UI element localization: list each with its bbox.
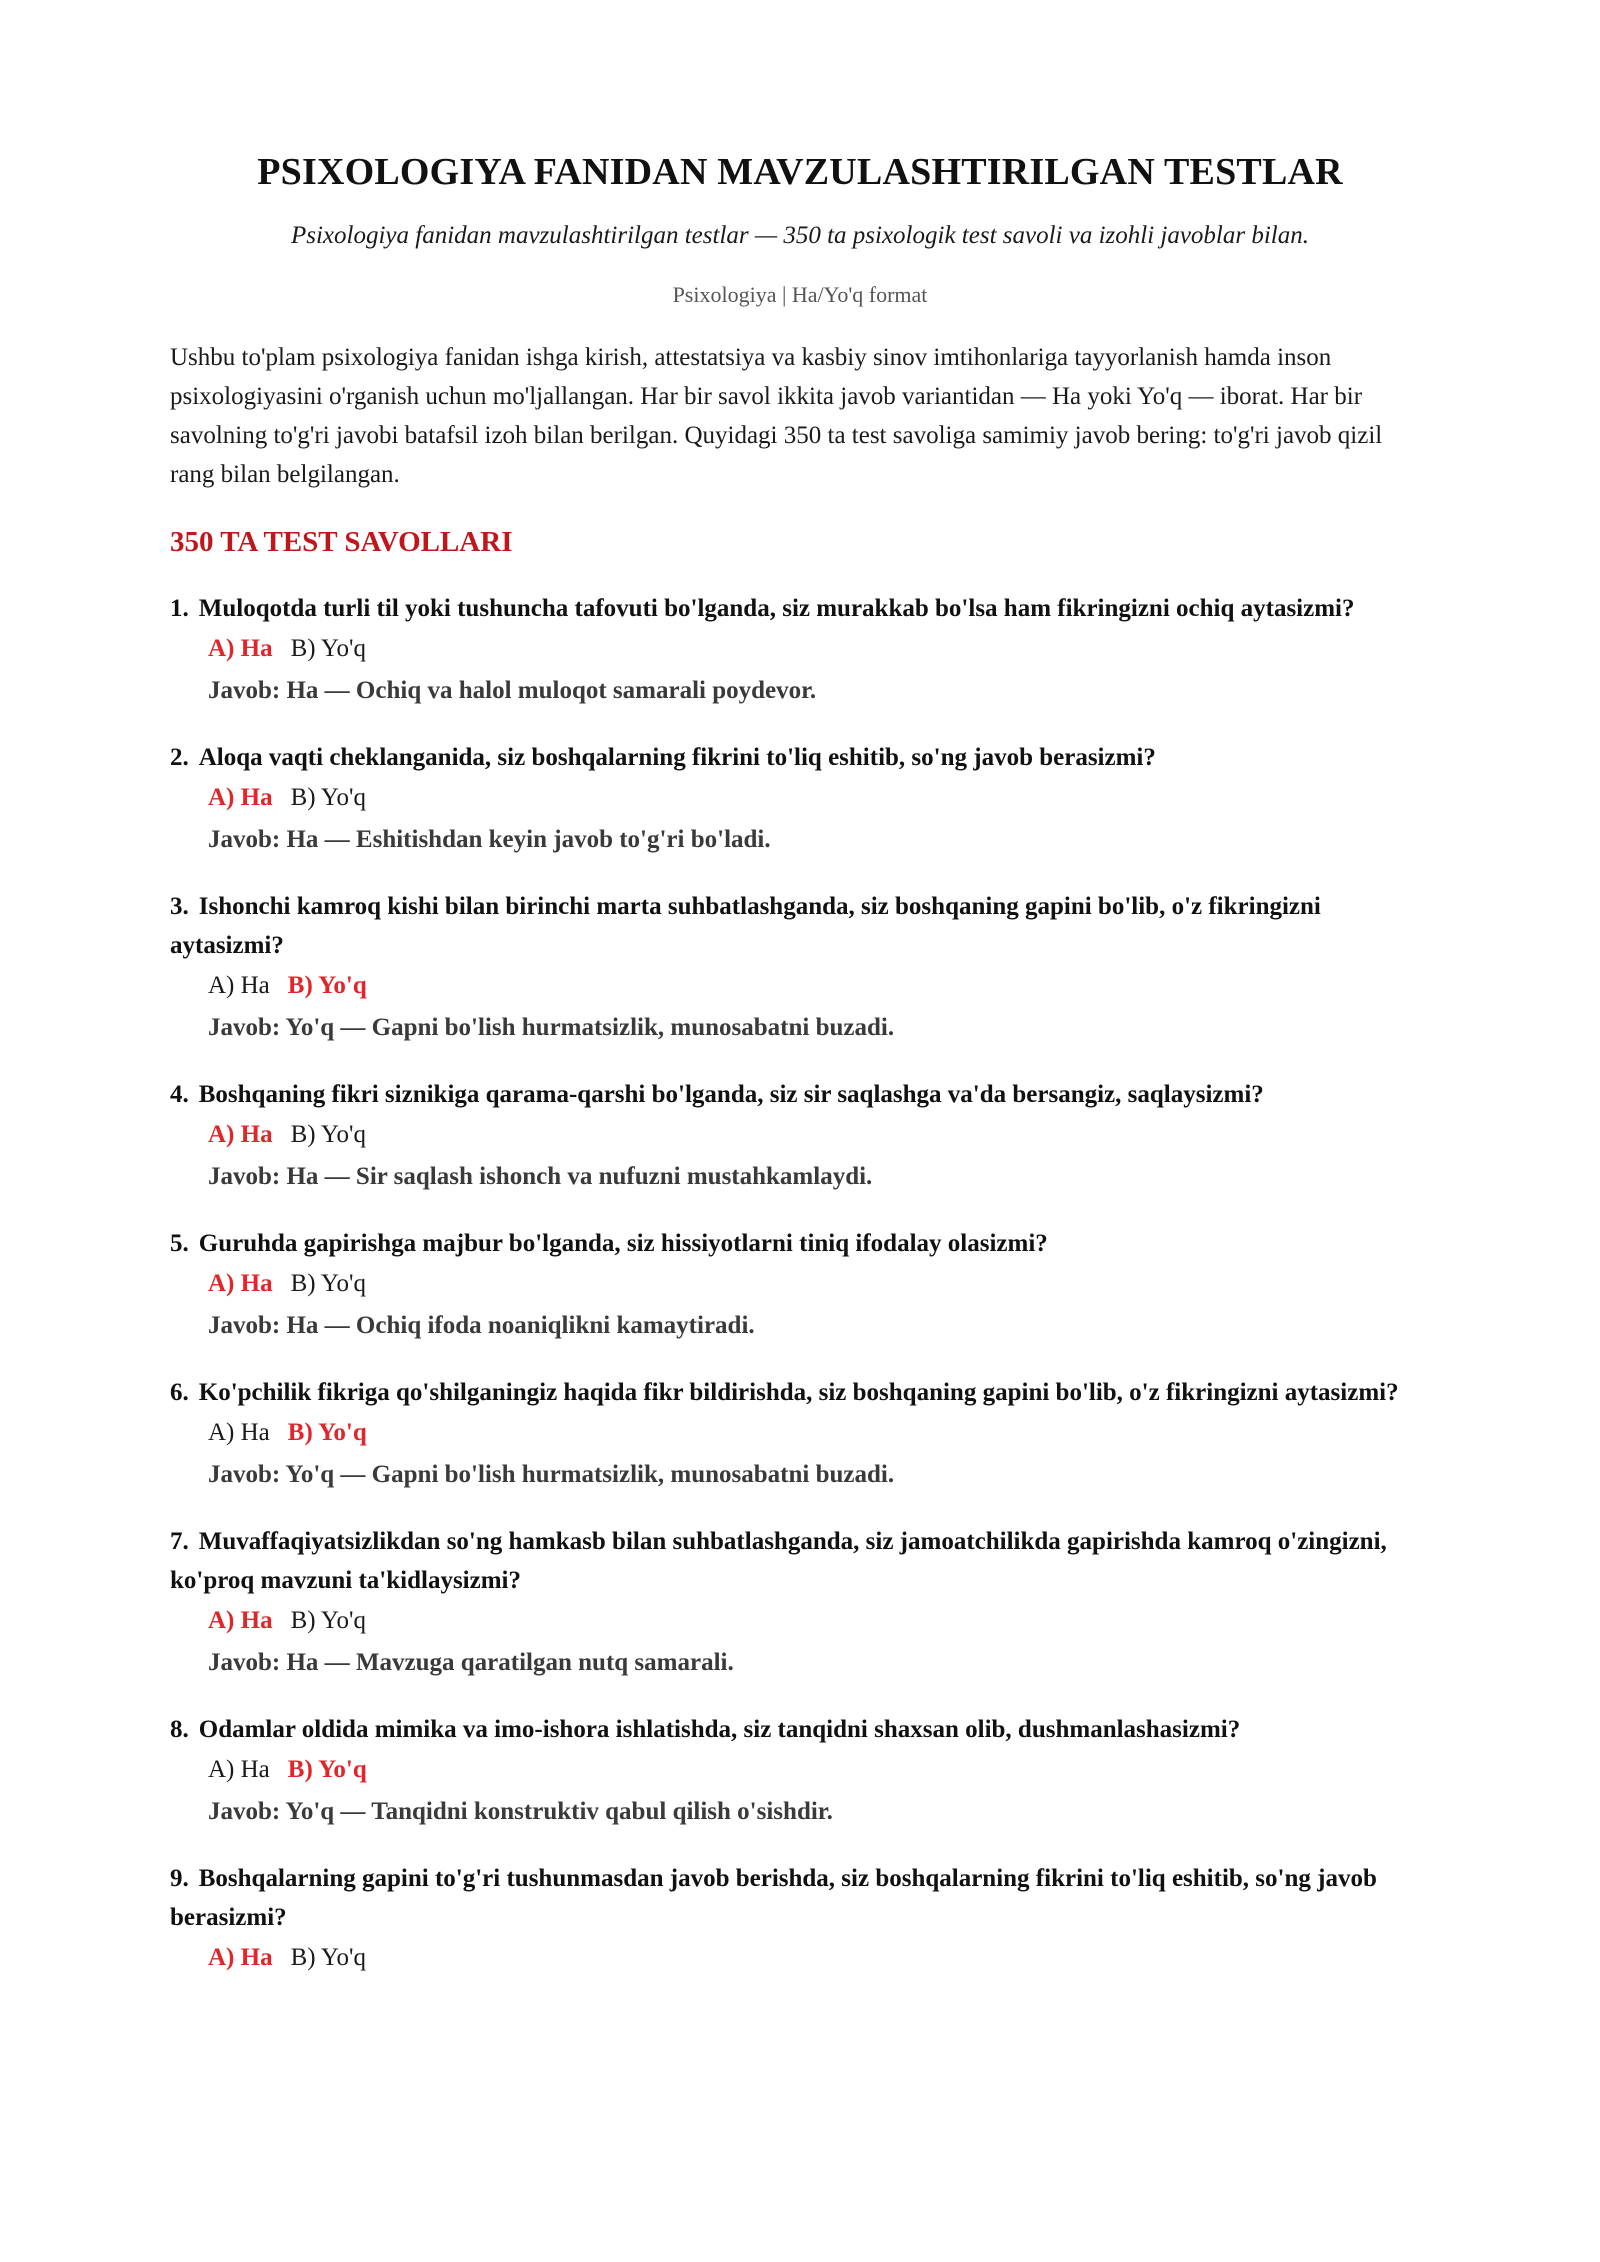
option-b[interactable]: B) Yo'q [287,972,367,999]
question-text [170,589,1430,628]
option-b[interactable]: B) Yo'q [290,784,366,811]
question-number: 3. [170,893,189,920]
answer-explanation: Javob: Yo'q — Gapni bo'lish hurmatsizlik, munosabatni buzadi. [208,1461,895,1488]
question-text [170,1859,1430,1937]
answer-options [170,777,1430,819]
question-item [170,589,1430,712]
answer-options [170,1600,1430,1642]
question-body: Boshqaning fikri siznikiga qarama-qarshi bo'lganda, siz sir saqlashga va'da bersangiz, saqlaysizmi? [198,1081,1264,1108]
question-number: 9. [170,1865,189,1892]
question-number: 8. [170,1716,189,1743]
option-a[interactable]: A) Ha [208,1270,273,1297]
question-number: 6. [170,1379,189,1406]
question-body: Guruhda gapirishga majbur bo'lganda, siz hissiyotlarni tiniq ifodalay olasizmi? [198,1230,1048,1257]
option-a[interactable]: A) Ha [208,1419,270,1446]
option-b[interactable]: B) Yo'q [290,1121,366,1148]
option-a[interactable]: A) Ha [208,784,273,811]
option-b[interactable]: B) Yo'q [287,1756,367,1783]
question-item [170,738,1430,861]
question-item [170,1373,1430,1496]
answer-options [170,1114,1430,1156]
question-body: Muvaffaqiyatsizlikdan so'ng hamkasb bilan suhbatlashganda, siz jamoatchilikda gapirishda kamroq o'zingizni, ko'proq mavzuni ta'kidlaysizmi? [170,1528,1387,1594]
answer-options [170,628,1430,670]
option-a[interactable]: A) Ha [208,635,273,662]
question-text [170,1373,1430,1412]
question-text [170,738,1430,777]
question-item [170,1224,1430,1347]
section-heading: 350 TA TEST SAVOLLARI [170,526,513,558]
question-number: 4. [170,1081,189,1108]
option-b[interactable]: B) Yo'q [290,1944,366,1971]
page-subtitle: Psixologiya fanidan mavzulashtirilgan testlar — 350 ta psixologik test savoli va izohli javoblar bilan. [290,222,1310,249]
question-item [170,1522,1430,1684]
answer-explanation: Javob: Ha — Eshitishdan keyin javob to'g'ri bo'ladi. [208,826,771,853]
question-body: Boshqalarning gapini to'g'ri tushunmasdan javob berishda, siz boshqalarning fikrini to'liq eshitib, so'ng javob berasizmi? [170,1865,1377,1931]
option-a[interactable]: A) Ha [208,1756,270,1783]
option-a[interactable]: A) Ha [208,1121,273,1148]
question-item [170,1859,1430,1979]
answer-explanation: Javob: Yo'q — Gapni bo'lish hurmatsizlik, munosabatni buzadi. [208,1014,895,1041]
question-number: 2. [170,744,189,771]
answer-explanation: Javob: Ha — Ochiq ifoda noaniqlikni kamaytiradi. [208,1312,755,1339]
option-b[interactable]: B) Yo'q [290,635,366,662]
option-b[interactable]: B) Yo'q [290,1270,366,1297]
answer-options [170,1263,1430,1305]
option-a[interactable]: A) Ha [208,1607,273,1634]
question-item [170,887,1430,1049]
question-body: Ishonchi kamroq kishi bilan birinchi marta suhbatlashganda, siz boshqaning gapini bo'lib, o'z fikringizni aytasizmi? [170,893,1321,959]
answer-options [170,1937,1430,1979]
question-number: 7. [170,1528,189,1555]
answer-explanation: Javob: Ha — Ochiq va halol muloqot samarali poydevor. [208,677,817,704]
answer-explanation: Javob: Ha — Mavzuga qaratilgan nutq samarali. [208,1649,734,1676]
question-body: Muloqotda turli til yoki tushuncha tafovuti bo'lganda, siz murakkab bo'lsa ham fikringizni ochiq aytasizmi? [198,595,1355,622]
question-text [170,1075,1430,1114]
option-a[interactable]: A) Ha [208,1944,273,1971]
question-body: Aloqa vaqti cheklanganida, siz boshqalarning fikrini to'liq eshitib, so'ng javob berasizmi? [198,744,1156,771]
answer-explanation: Javob: Yo'q — Tanqidni konstruktiv qabul qilish o'sishdir. [208,1798,833,1825]
question-text [170,1522,1430,1600]
option-a[interactable]: A) Ha [208,972,270,999]
answer-options [170,1412,1430,1454]
intro-paragraph: Ushbu to'plam psixologiya fanidan ishga kirish, attestatsiya va kasbiy sinov imtihonlariga tayyorlanish hamda inson psixologiyasini o'rganish uchun mo'ljallangan. Har bir savol ikkita javob variantidan — Ha yoki Yo'q — iborat. Har bir savolning to'g'ri javobi batafsil izoh bilan berilgan. Quyidagi 350 ta test savoliga samimiy javob bering: to'g'ri javob qizil rang bilan belgilangan. [170,344,1383,488]
question-list [170,589,1430,1979]
option-b[interactable]: B) Yo'q [287,1419,367,1446]
category-meta: Psixologiya | Ha/Yo'q format [672,282,928,307]
page-title: PSIXOLOGIYA FANIDAN MAVZULASHTIRILGAN TESTLAR [257,151,1343,193]
question-text [170,1710,1430,1749]
option-b[interactable]: B) Yo'q [290,1607,366,1634]
question-number: 5. [170,1230,189,1257]
question-text [170,1224,1430,1263]
question-item [170,1075,1430,1198]
question-number: 1. [170,595,189,622]
answer-options [170,1749,1430,1791]
answer-explanation: Javob: Ha — Sir saqlash ishonch va nufuzni mustahkamlaydi. [208,1163,873,1190]
question-body: Ko'pchilik fikriga qo'shilganingiz haqida fikr bildirishda, siz boshqaning gapini bo'lib, o'z fikringizni aytasizmi? [198,1379,1399,1406]
question-text [170,887,1430,965]
question-body: Odamlar oldida mimika va imo-ishora ishlatishda, siz tanqidni shaxsan olib, dushmanlashasizmi? [198,1716,1241,1743]
answer-options [170,965,1430,1007]
question-item [170,1710,1430,1833]
